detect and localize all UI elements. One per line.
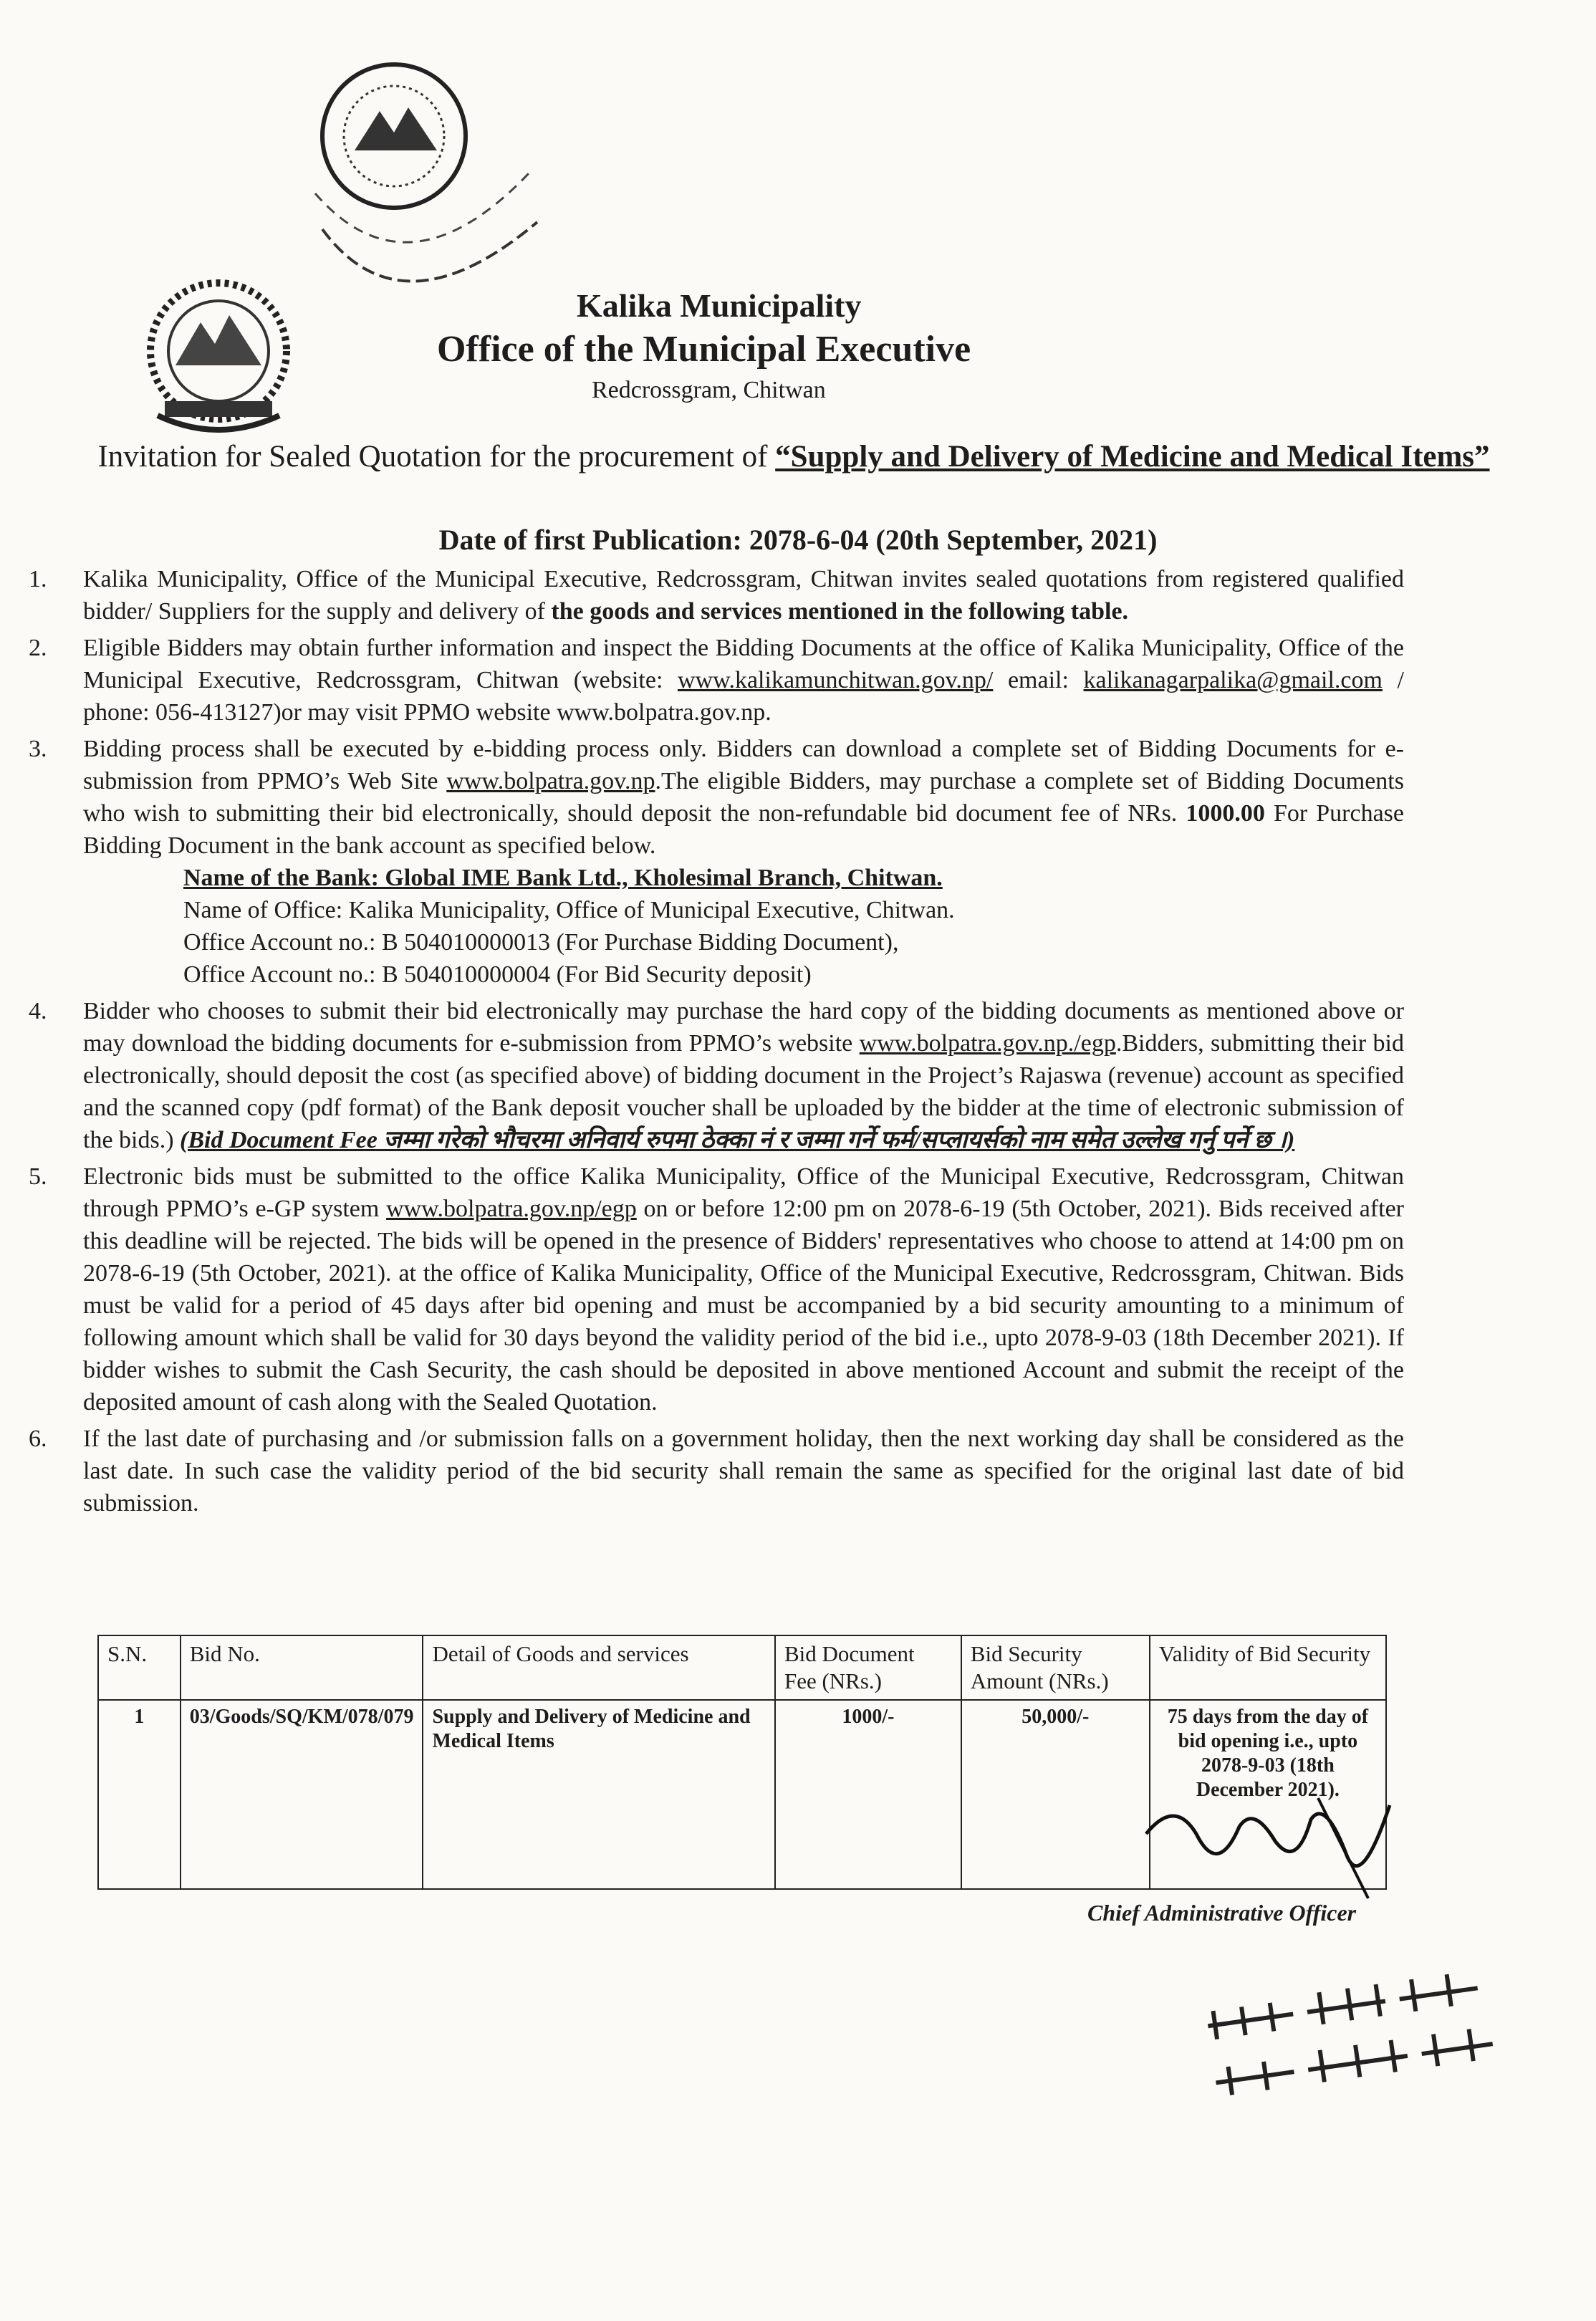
title-subject: “Supply and Delivery of Medicine and Medical Items” bbox=[775, 440, 1490, 474]
table-cell: 1000/- bbox=[775, 1700, 961, 1889]
item-number: 4. bbox=[29, 998, 47, 1024]
nepal-emblem-icon bbox=[136, 272, 301, 437]
bolpatra-link[interactable]: www.bolpatra.gov.np bbox=[446, 768, 655, 794]
signatory-stamp bbox=[1203, 1963, 1504, 2106]
table-cell: 1 bbox=[98, 1700, 181, 1889]
item-text: .Bidders, submitting their bid electronically, should deposit the cost (as specified above) of bidding document in the Project’s Rajaswa (revenue) account as specified and the scanned copy (pdf format) of the Bank deposit voucher shall be uploaded by the bidder at the time of electronic submission of the bids.) bbox=[83, 1030, 1404, 1153]
item-text: Bidding process shall be executed by e-bidding process only. Bidders can download a complete set of Bidding Documents for e-submission from PPMO’s Web Site bbox=[83, 736, 1404, 794]
item-text: on or before 12:00 pm on 2078-6-19 (5th October, 2021). Bids received after this deadline will be rejected. The bids will be opened in the presence of Bidders' representatives who choose to attend at 14:00 pm on 2078-6-19 (5th October, 2021). at the office of Kalika Municipality, Office of the Municipal Executive, Redcrossgram, Chitwan. Bids must be valid for a period of 45 days after bid opening and must be accompanied by a bid security amounting to a minimum of following amount which shall be valid for 30 days beyond the validity period of the bid i.e., upto 2078-9-03 (18th December 2021). If bidder wishes to submit the Cash Security, the cash should be deposited in above mentioned Account and submit the receipt of the deposited amount of cash along with the Sealed Quotation. bbox=[83, 1196, 1404, 1416]
item-text: If the last date of purchasing and /or submission falls on a government holiday, then the next working day shall be considered as the last date. In such case the validity period of the bid security shall remain the same as specified for the original last date of bid submission. bbox=[83, 1426, 1404, 1517]
column-header: Bid Security Amount (NRs.) bbox=[961, 1635, 1150, 1700]
table-cell: 75 days from the day of bid opening i.e., upto 2078-9-03 (18th December 2021). bbox=[1150, 1700, 1386, 1889]
fee-note: (Bid Document Fee जम्मा गरेको भौचरमा अनिवार्य रुपमा ठेक्का नं र जम्मा गर्ने फर्म/सप्लायर्सको नाम समेत उल्लेख गर्नु पर्ने छ ।) bbox=[180, 1127, 1295, 1153]
item-number: 1. bbox=[29, 566, 47, 592]
item-number: 6. bbox=[29, 1426, 47, 1452]
table-cell: Supply and Delivery of Medicine and Medical Items bbox=[423, 1700, 775, 1889]
item-3 bbox=[29, 733, 1404, 991]
title-prefix: Invitation for Sealed Quotation for the procurement of bbox=[97, 440, 776, 474]
column-header: Validity of Bid Security bbox=[1150, 1635, 1386, 1700]
item-number: 5. bbox=[29, 1163, 47, 1190]
signature-mark bbox=[1132, 1791, 1418, 1906]
item-6 bbox=[29, 1423, 1404, 1519]
item-4 bbox=[29, 995, 1404, 1156]
item-text: Electronic bids must be submitted to the office Kalika Municipality, Office of the Municipal Executive, Redcrossgram, Chitwan through PPMO’s e-GP system bbox=[83, 1163, 1404, 1222]
organization-name: Kalika Municipality bbox=[577, 287, 862, 324]
office-name-line: Name of Office: Kalika Municipality, Office of Municipal Executive, Chitwan. bbox=[183, 897, 955, 923]
table-header-row bbox=[98, 1635, 1386, 1700]
notice-title bbox=[92, 437, 1496, 477]
document-fee: 1000.00 bbox=[1186, 800, 1265, 827]
table-cell: 03/Goods/SQ/KM/078/079 bbox=[181, 1700, 423, 1889]
item-text: Kalika Municipality, Office of the Municipal Executive, Redcrossgram, Chitwan invites sealed quotations from registered qualified bidder/ Suppliers for the supply and delivery of bbox=[83, 566, 1404, 625]
column-header: Detail of Goods and services bbox=[423, 1635, 775, 1700]
account-line-2: Office Account no.: B 504010000004 (For Bid Security deposit) bbox=[183, 961, 812, 988]
egp-link[interactable]: www.bolpatra.gov.np./egp bbox=[859, 1030, 1116, 1057]
website-link[interactable]: www.kalikamunchitwan.gov.np/ bbox=[678, 667, 994, 693]
publication-date: Date of first Publication: 2078-6-04 (20th September, 2021) bbox=[438, 524, 1158, 556]
item-text: / phone: 056-413127)or may visit PPMO website www.bolpatra.gov.np. bbox=[83, 667, 1404, 726]
column-header: S.N. bbox=[98, 1635, 181, 1700]
account-line-1: Office Account no.: B 504010000013 (For Purchase Bidding Document), bbox=[183, 929, 899, 956]
item-5 bbox=[29, 1160, 1404, 1418]
column-header: Bid Document Fee (NRs.) bbox=[775, 1635, 961, 1700]
egp-link[interactable]: www.bolpatra.gov.np/egp bbox=[386, 1196, 637, 1222]
item-text: .The eligible Bidders, may purchase a complete set of Bidding Documents who wish to submitting their bid electronically, should deposit the non-refundable bid document fee of NRs. bbox=[83, 768, 1404, 827]
column-header: Bid No. bbox=[181, 1635, 423, 1700]
item-2 bbox=[29, 632, 1404, 729]
bank-name: Name of the Bank: Global IME Bank Ltd., Kholesimal Branch, Chitwan. bbox=[183, 865, 943, 891]
item-text: Eligible Bidders may obtain further information and inspect the Bidding Documents at the office of Kalika Municipality, Office of the Municipal Executive, Redcrossgram, Chitwan (website: bbox=[83, 635, 1404, 693]
item-number: 2. bbox=[29, 635, 47, 661]
notice-items bbox=[29, 559, 1404, 1519]
municipal-seal-stamp bbox=[301, 50, 552, 337]
item-bold-text: the goods and services mentioned in the following table. bbox=[551, 598, 1129, 625]
bank-details bbox=[83, 862, 1404, 991]
item-number: 3. bbox=[29, 736, 47, 762]
table-cell: 50,000/- bbox=[961, 1700, 1150, 1889]
email-link[interactable]: kalikanagarpalika@gmail.com bbox=[1083, 667, 1383, 693]
item-text: Bidder who chooses to submit their bid electronically may purchase the hard copy of the bidding documents as mentioned above or may download the bidding documents for e-submission from PPMO’s website bbox=[83, 998, 1404, 1057]
item-text: For Purchase Bidding Document in the bank account as specified below. bbox=[83, 800, 1405, 859]
office-address: Redcrossgram, Chitwan bbox=[592, 377, 826, 403]
signatory-title: Chief Administrative Officer bbox=[1087, 1900, 1357, 1926]
item-1 bbox=[29, 563, 1404, 628]
item-text: email: bbox=[993, 667, 1084, 693]
office-name: Office of the Municipal Executive bbox=[437, 329, 971, 370]
